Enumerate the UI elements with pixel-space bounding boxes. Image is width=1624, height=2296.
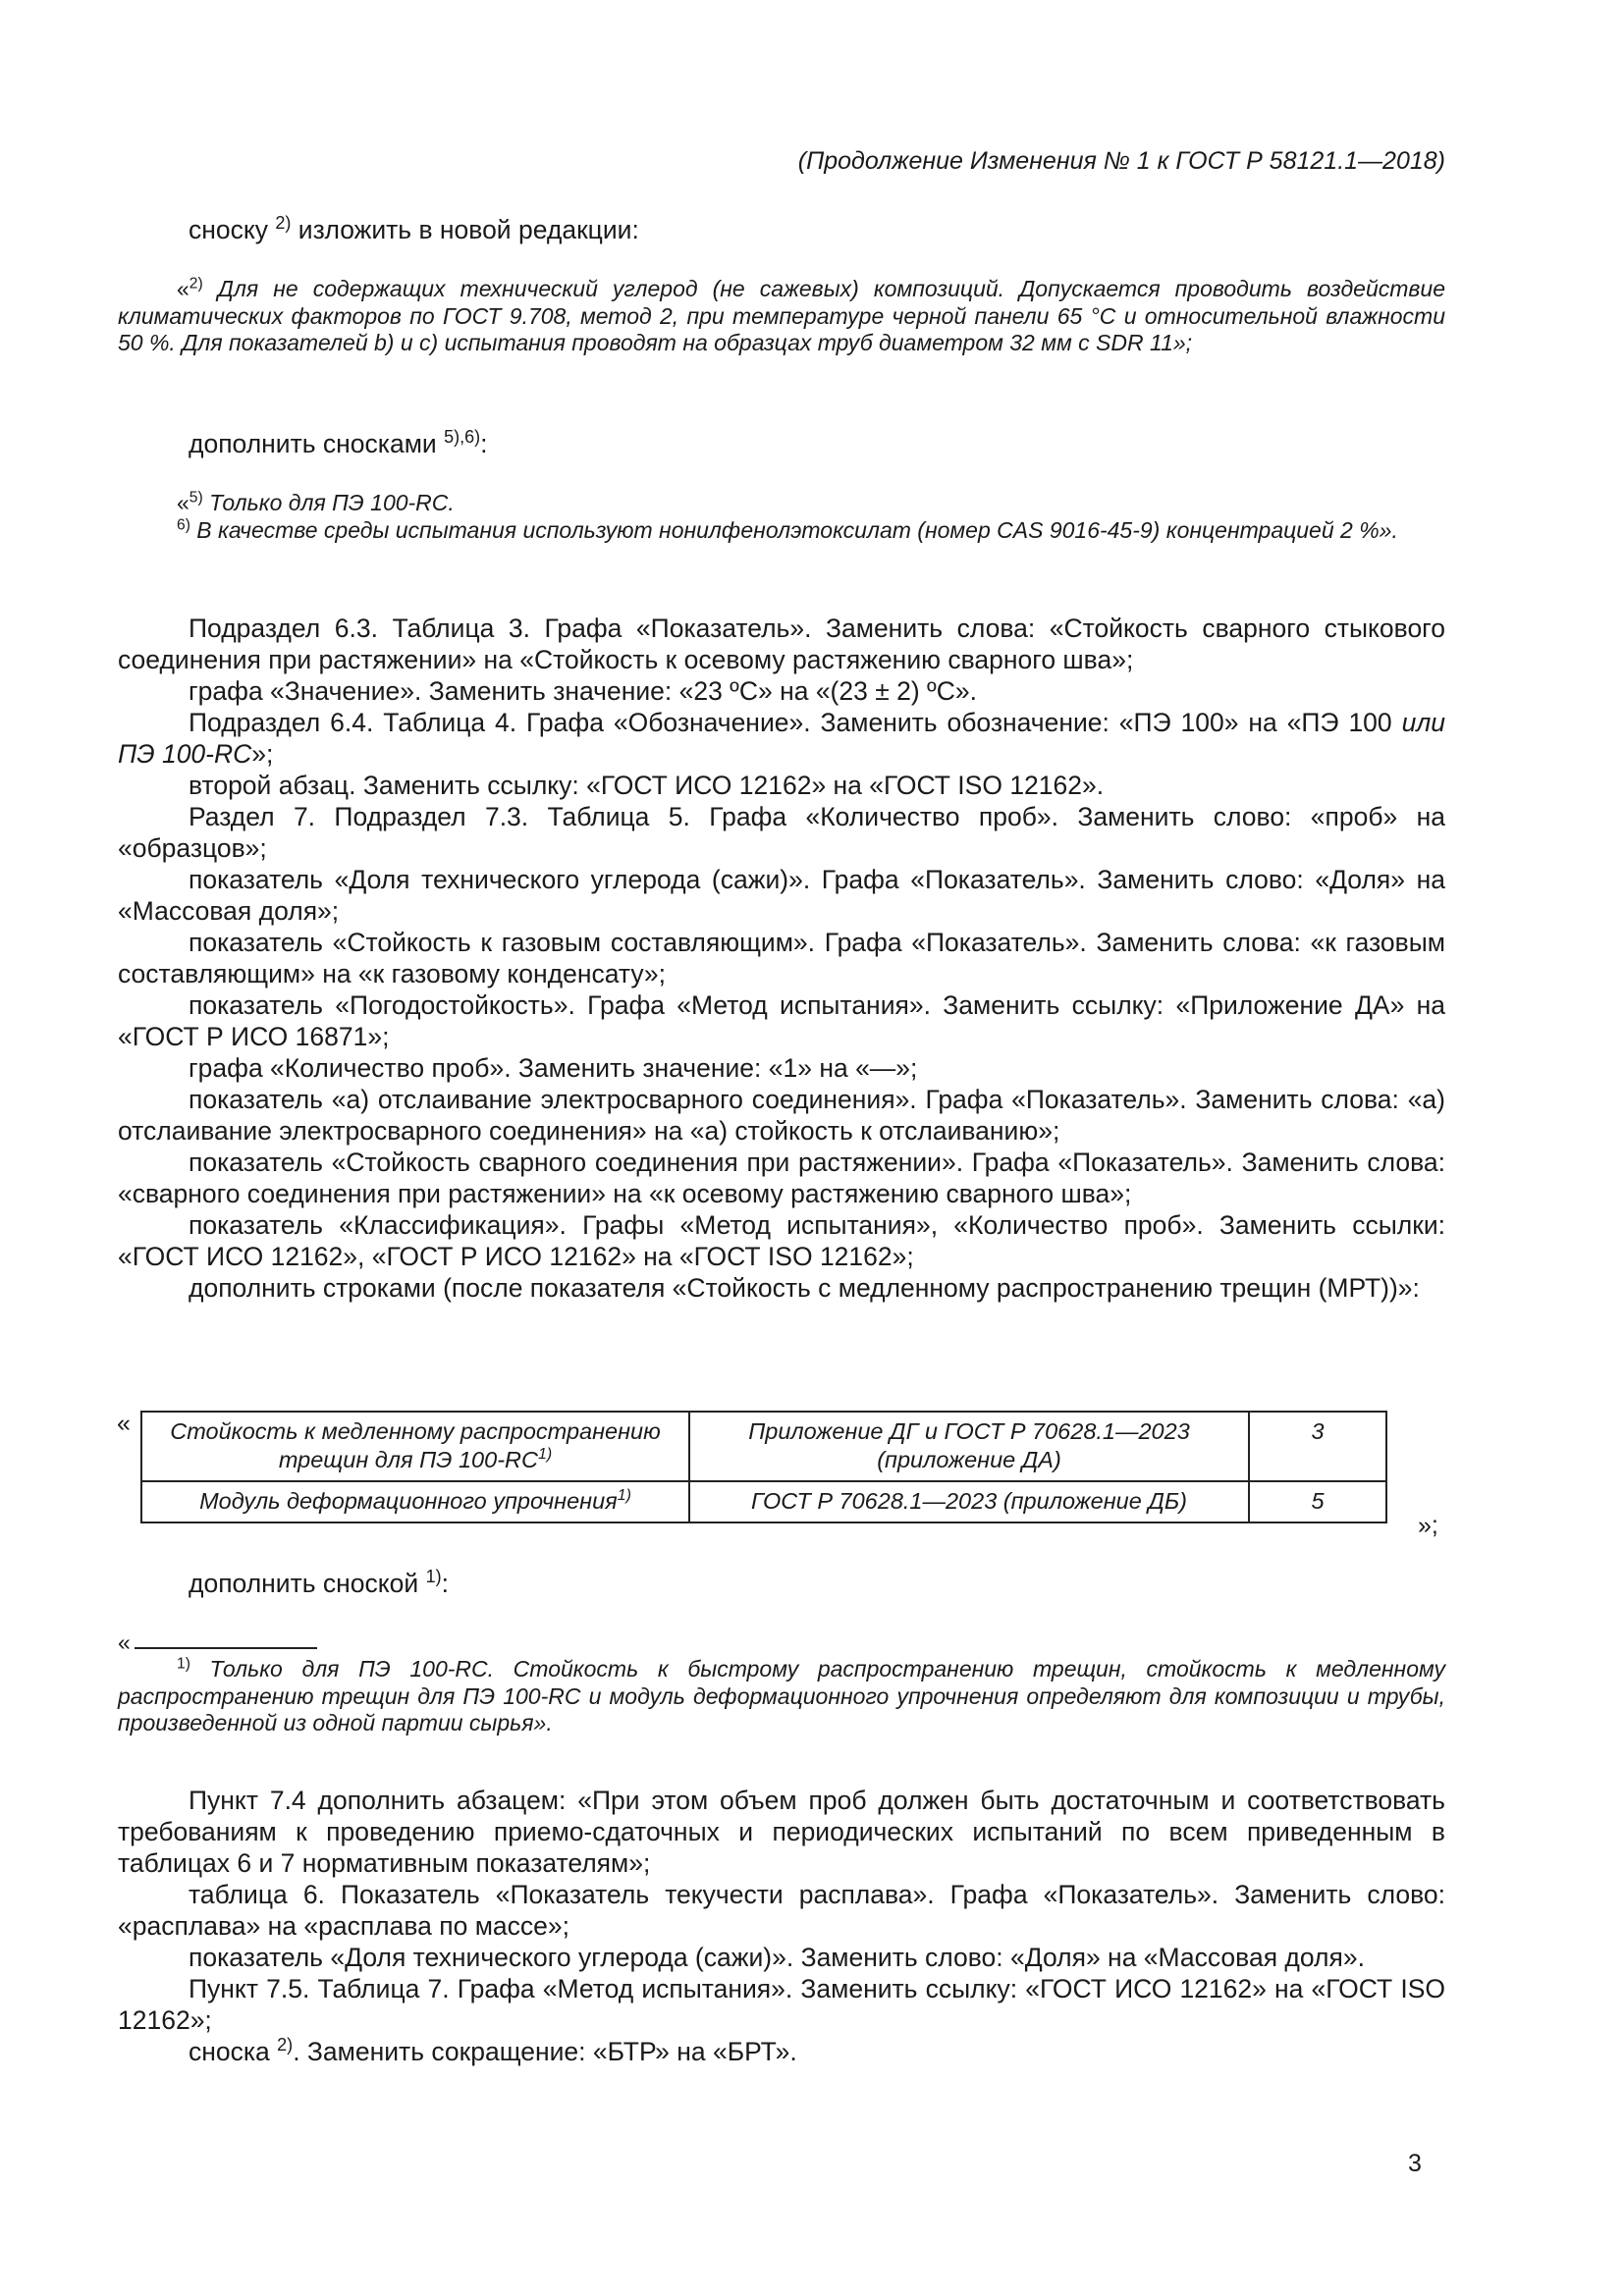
amendment-paragraph: показатель «Классификация». Графы «Метод испытания», «Количество проб». Заменить ссылки: «ГОСТ ИСО 12162», «ГОСТ Р ИСО 12162» на «ГОСТ ISO 12162»; (118, 1210, 1445, 1271)
paragraph-footnotes-5-6-intro: дополнить сносками $^{5),6)}$: (189, 427, 488, 458)
amendment-paragraph: показатель «Стойкость к газовым составляющим». Графа «Показатель». Заменить слова: «к газовым составляющим» на «к газовому конденсату»; (118, 928, 1445, 988)
amendment-paragraph: показатель «Доля технического углерода (сажи)». Заменить слово: «Доля» на «Массовая доля». (189, 1943, 1365, 1972)
amendment-paragraph: дополнить строками (после показателя «Стойкость с медленному распространению трещин (МРТ))»: (189, 1273, 1420, 1303)
amendment-paragraph: показатель «Стойкость сварного соединения при растяжении». Графа «Показатель». Заменить слова: «сварного соединения при растяжении» на «к осевому растяжению сварного шва»; (118, 1148, 1445, 1208)
footnotes-5-6-text (118, 490, 1445, 544)
page-number: 3 (1408, 2150, 1422, 2177)
footnote-6: $^{6)}$ В качестве среды испытания используют нонилфенолэтоксилат (номер CAS 9016-45-9) концентрацией 2 %». (177, 515, 1398, 543)
table-cell-method: Приложение ДГ и ГОСТ Р 70628.1—2023 (приложение ДА) (689, 1412, 1249, 1481)
amendment-paragraph: Подраздел 6.4. Таблица 4. Графа «Обозначение». Заменить обозначение: «ПЭ 100» на «ПЭ 100 или ПЭ 100-RC»; (118, 708, 1445, 769)
amendment-paragraph: Пункт 7.5. Таблица 7. Графа «Метод испытания». Заменить ссылку: «ГОСТ ИСО 12162» на «ГОСТ ISO 12162»; (118, 1974, 1445, 2035)
paragraph-footnote-2-intro: сноску $^{2)}$ изложить в новой редакции: (189, 213, 639, 244)
amendment-paragraph: второй абзац. Заменить ссылку: «ГОСТ ИСО 12162» на «ГОСТ ISO 12162». (189, 771, 1105, 800)
table-cell-method: ГОСТ Р 70628.1—2023 (приложение ДБ) (689, 1481, 1249, 1522)
amendment-paragraph: показатель «Погодостойкость». Графа «Метод испытания». Заменить ссылку: «Приложение ДА» на «ГОСТ Р ИСО 16871»; (118, 990, 1445, 1051)
paragraph-footnote-1-intro: дополнить сноской $^{1)}$: (189, 1567, 449, 1598)
amendments-section-7-4-7-5 (118, 1785, 1445, 2067)
footnote-1-text: $^{1)}$ Только для ПЭ 100-RC. Стойкость к быстрому распространению трещин, стойкость к медленному распространению трещин для ПЭ 100-RC и модуль деформационного упрочнения определяют для композиции и трубы, произведенной из одной партии сырья». (118, 1655, 1445, 1735)
table-row (141, 1412, 1386, 1481)
amendment-paragraph: показатель «а) отслаивание электросварного соединения». Графа «Показатель». Заменить слова: «а) отслаивание электросварного соединения» на «а) стойкость к отслаиванию»; (118, 1085, 1445, 1146)
amendment-paragraph: графа «Значение». Заменить значение: «23 ºС» на «(23 ± 2) ºС». (189, 676, 977, 706)
table-close-quote: »; (1418, 1512, 1438, 1539)
footnote-2-text: «$^{2)}$ Для не содержащих технический углерод (не сажевых) композиций. Допускается проводить воздействие климатических факторов по ГОСТ 9.708, метод 2, при температуре черной панели 65 °С и относительной влажности 50 %. Для показателей b) и с) испытания проводят на образцах труб диаметром 32 мм с SDR 11»; (118, 275, 1445, 355)
footnote-5: «$^{5)}$ Только для ПЭ 100-RC. (177, 489, 455, 515)
table-cell-count: 5 (1249, 1481, 1386, 1522)
table-row (141, 1481, 1386, 1522)
amendment-paragraph: Раздел 7. Подраздел 7.3. Таблица 5. Графа «Количество проб». Заменить слово: «проб» на «образцов»; (118, 802, 1445, 863)
amendment-paragraph: графа «Количество проб». Заменить значение: «1» на «—»; (189, 1053, 918, 1083)
table-open-quote: « (117, 1410, 131, 1437)
amendment-paragraph: Пункт 7.4 дополнить абзацем: «При этом объем проб должен быть достаточным и соответствовать требованиям к проведению приемо-сдаточных и периодических испытаний по всем приведенным в таблицах 6 и 7 нормативным показателям»; (118, 1786, 1445, 1878)
continuation-header: (Продолжение Изменения № 1 к ГОСТ Р 58121.1—2018) (797, 147, 1445, 175)
amendment-paragraph: Подраздел 6.3. Таблица 3. Графа «Показатель». Заменить слова: «Стойкость сварного стыкового соединения при растяжении» на «Стойкость к осевому растяжению сварного шва»; (118, 614, 1445, 674)
amendment-paragraph: сноска $^{2)}$. Заменить сокращение: «БТР» на «БРТ». (189, 2035, 797, 2066)
footnote-rule-quote: « (118, 1629, 131, 1655)
inserted-rows-table (140, 1411, 1387, 1523)
footnote-separator (135, 1647, 317, 1649)
amendment-paragraph: показатель «Доля технического углерода (сажи)». Графа «Показатель». Заменить слово: «Доля» на «Массовая доля»; (118, 865, 1445, 926)
table-cell-count: 3 (1249, 1412, 1386, 1481)
amendment-paragraph: таблица 6. Показатель «Показатель текучести расплава». Графа «Показатель». Заменить слово: «расплава» на «расплава по массе»; (118, 1880, 1445, 1941)
amendments-section-6-7 (118, 613, 1445, 1304)
table-cell-indicator: Стойкость к медленному распространению трещин для ПЭ 100-RC$^{1)}$ (141, 1412, 689, 1481)
table-cell-indicator: Модуль деформационного упрочнения$^{1)}$ (141, 1481, 689, 1522)
